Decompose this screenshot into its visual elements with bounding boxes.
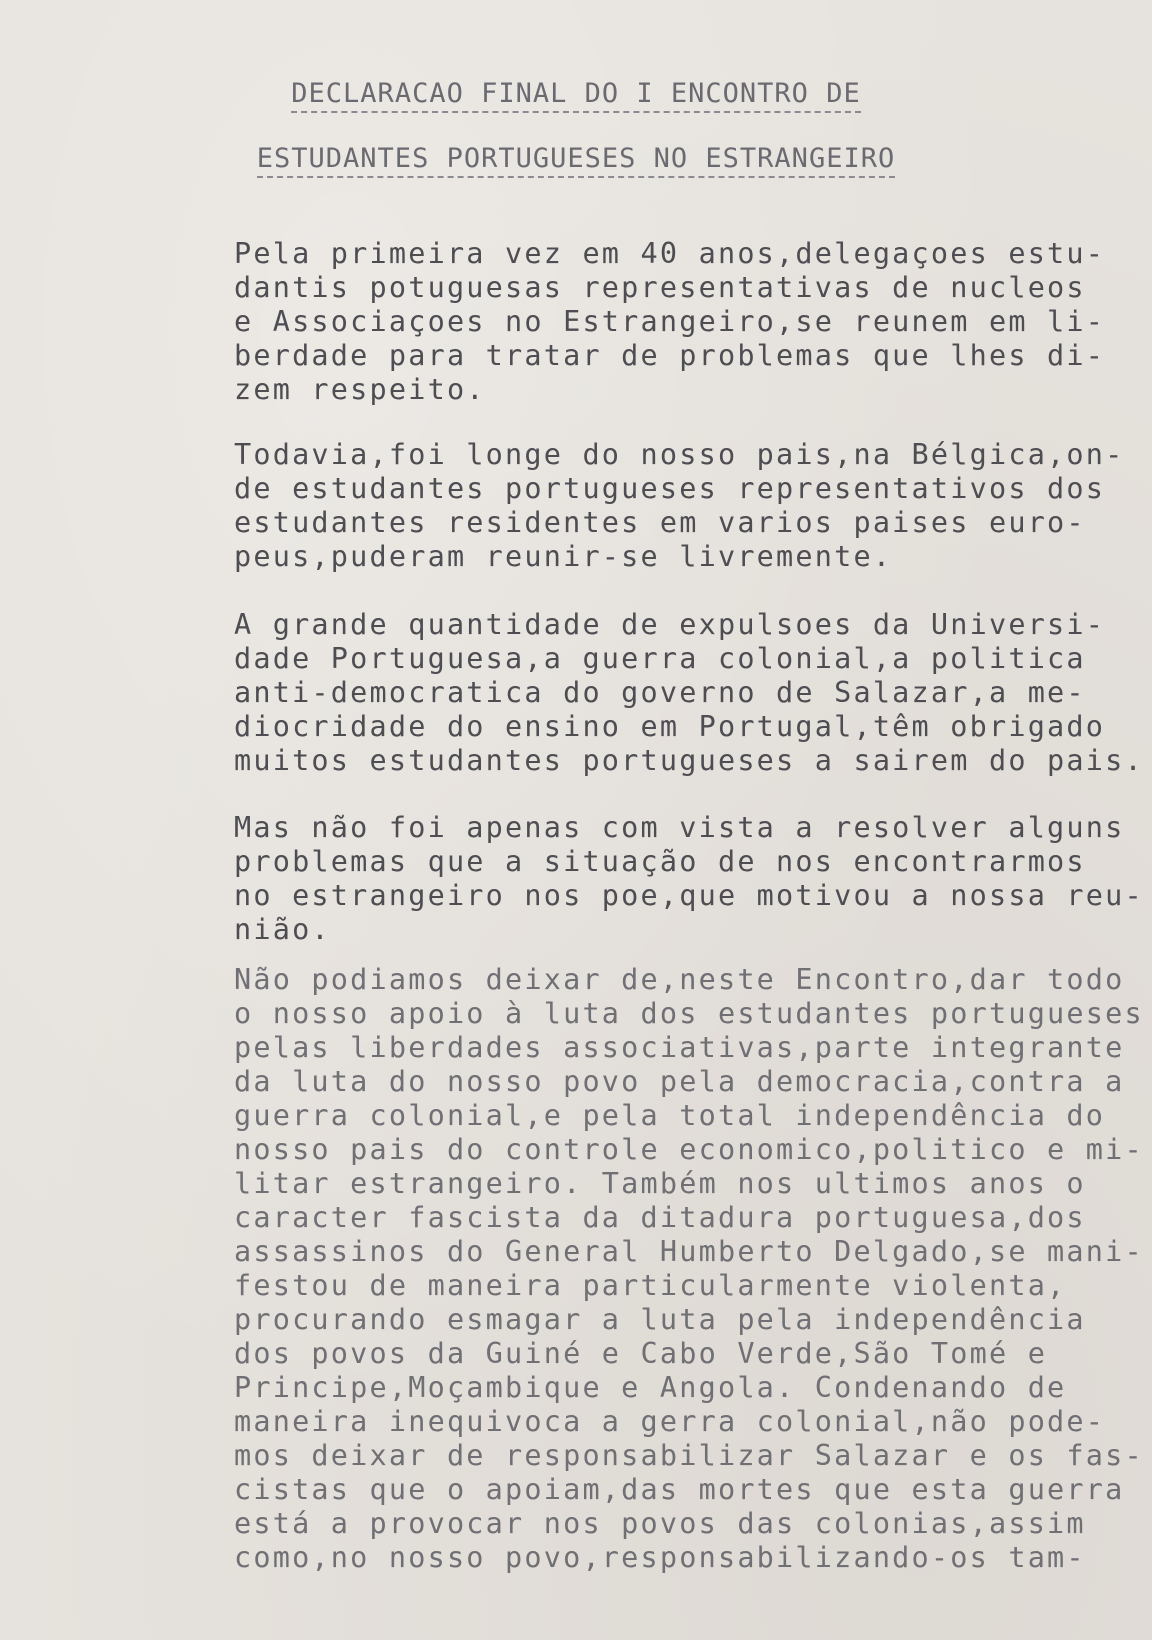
paragraph-line: muitos estudantes portugueses a sairem do pais. bbox=[234, 744, 1144, 777]
paragraph-line: caracter fascista da ditadura portuguesa,dos bbox=[234, 1201, 1086, 1234]
paragraph-line: da luta do nosso povo pela democracia,contra a bbox=[234, 1065, 1125, 1098]
paragraph-line: dade Portuguesa,a guerra colonial,a politica bbox=[234, 642, 1086, 675]
paragraph-line: peus,puderam reunir-se livremente. bbox=[234, 540, 893, 573]
paragraph-line: de estudantes portugueses representativos dos bbox=[234, 472, 1106, 505]
paragraph-line: Pela primeira vez em 40 anos,delegaçoes estu- bbox=[234, 237, 1106, 270]
paragraph-line: dos povos da Guiné e Cabo Verde,São Tomé e bbox=[234, 1337, 1048, 1370]
paragraph-line: A grande quantidade de expulsoes da Universi- bbox=[234, 608, 1106, 641]
title-line-1-text: DECLARACAO FINAL DO I ENCONTRO DE bbox=[291, 78, 860, 113]
document-title-line-2 bbox=[0, 143, 1152, 174]
paragraph-2 bbox=[234, 438, 1125, 574]
paragraph-line: no estrangeiro nos poe,que motivou a nossa reu- bbox=[234, 879, 1144, 912]
paragraph-line: anti-democratica do governo de Salazar,a me- bbox=[234, 676, 1086, 709]
paragraph-line: estudantes residentes em varios paises euro- bbox=[234, 506, 1086, 539]
paragraph-line: litar estrangeiro. Também nos ultimos anos o bbox=[234, 1167, 1086, 1200]
paragraph-line: festou de maneira particularmente violenta, bbox=[234, 1269, 1067, 1302]
paragraph-line: problemas que a situação de nos encontrarmos bbox=[234, 845, 1086, 878]
document-title-line-1 bbox=[0, 78, 1152, 109]
title-line-2-text: ESTUDANTES PORTUGUESES NO ESTRANGEIRO bbox=[257, 143, 895, 178]
paragraph-4 bbox=[234, 811, 1144, 947]
paragraph-line: nosso pais do controle economico,politico e mi- bbox=[234, 1133, 1144, 1166]
paragraph-line: diocridade do ensino em Portugal,têm obrigado bbox=[234, 710, 1106, 743]
paragraph-line: Não podiamos deixar de,neste Encontro,dar todo bbox=[234, 963, 1125, 996]
paragraph-line: pelas liberdades associativas,parte integrante bbox=[234, 1031, 1125, 1064]
paragraph-line: Todavia,foi longe do nosso pais,na Bélgica,on- bbox=[234, 438, 1125, 471]
paragraph-line: Mas não foi apenas com vista a resolver alguns bbox=[234, 811, 1125, 844]
paragraph-line: procurando esmagar a luta pela independência bbox=[234, 1303, 1086, 1336]
paragraph-line: está a provocar nos povos das colonias,assim bbox=[234, 1507, 1086, 1540]
paragraph-line: como,no nosso povo,responsabilizando-os tam- bbox=[234, 1541, 1086, 1574]
paragraph-line: nião. bbox=[234, 913, 331, 946]
paragraph-line: zem respeito. bbox=[234, 373, 486, 406]
paragraph-line: mos deixar de responsabilizar Salazar e os fas- bbox=[234, 1439, 1144, 1472]
paragraph-1 bbox=[234, 237, 1114, 407]
paragraph-3 bbox=[234, 608, 1144, 778]
paragraph-line: assassinos do General Humberto Delgado,se mani- bbox=[234, 1235, 1144, 1268]
paragraph-line: o nosso apoio à luta dos estudantes portugueses bbox=[234, 997, 1144, 1030]
paragraph-line: guerra colonial,e pela total independência do bbox=[234, 1099, 1106, 1132]
paragraph-line: maneira inequivoca a gerra colonial,não pode- bbox=[234, 1405, 1106, 1438]
paragraph-line: cistas que o apoiam,das mortes que esta guerra bbox=[234, 1473, 1125, 1506]
paragraph-line: berdade para tratar de problemas que lhes di- bbox=[234, 339, 1106, 372]
paragraph-5 bbox=[234, 963, 1144, 1575]
paragraph-line: Principe,Moçambique e Angola. Condenando de bbox=[234, 1371, 1067, 1404]
paragraph-line: e Associaçoes no Estrangeiro,se reunem em li- bbox=[234, 305, 1106, 338]
paragraph-line: dantis potuguesas representativas de nucleos bbox=[234, 271, 1086, 304]
